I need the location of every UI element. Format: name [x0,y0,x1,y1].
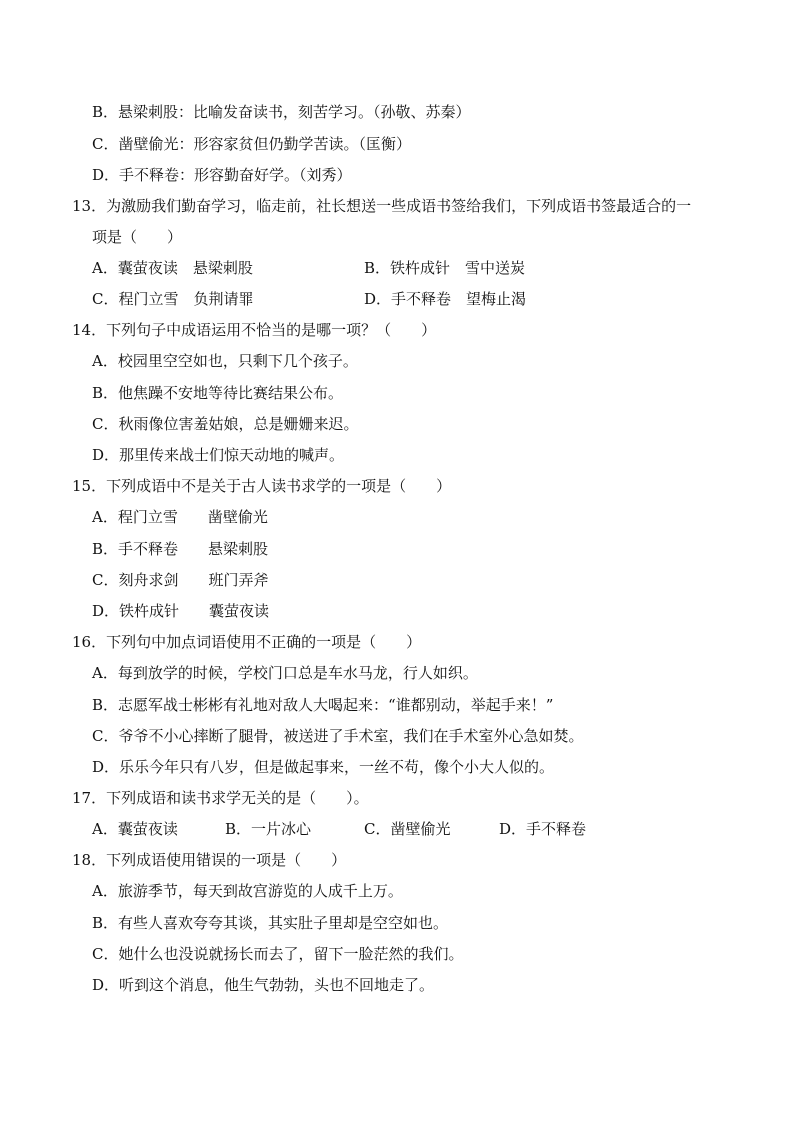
q17-stem: 17．下列成语和读书求学无关的是（ ）。 [72,789,369,807]
prev-option-c: C．凿壁偷光：形容家贫但仍勤学苦读。（匡衡） [92,135,411,153]
q17-options-row [92,819,652,839]
q17-option-b: B．一片冰心 [225,820,312,838]
q16-option-a: A．每到放学的时候，学校门口总是车水马龙，行人如织。 [92,664,478,682]
q13-option-c: C．程门立雪 负荆请罪 [92,290,254,308]
q15-option-c: C．刻舟求剑 班门弄斧 [92,571,269,589]
q14-option-a: A．校园里空空如也，只剩下几个孩子。 [92,352,358,370]
q14-option-b: B．他焦躁不安地等待比赛结果公布。 [92,384,344,402]
q16-option-d: D．乐乐今年只有八岁，但是做起事来，一丝不苟，像个小大人似的。 [92,758,555,776]
prev-option-b: B．悬梁刺股：比喻发奋读书，刻苦学习。（孙敬、苏秦） [92,103,471,121]
q13-stem-line1: 13．为激励我们勤奋学习，临走前，社长想送一些成语书签给我们，下列成语书签最适合的一 [72,197,692,215]
q14-option-c: C．秋雨像位害羞姑娘，总是姗姗来迟。 [92,415,359,433]
q13-option-d: D．手不释卷 望梅止渴 [364,290,527,308]
q17-option-d: D．手不释卷 [499,820,587,838]
q16-option-c: C．爷爷不小心摔断了腿骨，被送进了手术室，我们在手术室外心急如焚。 [92,727,584,745]
q18-option-d: D．听到这个消息，他生气勃勃，头也不回地走了。 [92,976,435,994]
q16-stem: 16．下列句中加点词语使用不正确的一项是（ ） [72,633,422,651]
q14-stem: 14．下列句子中成语运用不恰当的是哪一项？（ ） [72,321,437,339]
q17-option-c: C．凿壁偷光 [364,820,451,838]
q13-stem-line2: 项是（ ） [92,228,183,246]
q17-option-a: A．囊萤夜读 [92,820,178,838]
q15-stem: 15．下列成语中不是关于古人读书求学的一项是（ ） [72,477,452,495]
q15-option-a: A．程门立雪 凿壁偷光 [92,508,268,526]
q14-option-d: D．那里传来战士们惊天动地的喊声。 [92,446,345,464]
q18-option-c: C．她什么也没说就扬长而去了，留下一脸茫然的我们。 [92,945,464,963]
q16-option-b: B．志愿军战士彬彬有礼地对敌人大喝起来：“谁都别动，举起手来！” [92,696,554,714]
q18-option-a: A．旅游季节，每天到故宫游览的人成千上万。 [92,882,403,900]
q15-option-d: D．铁杵成针 囊萤夜读 [92,602,270,620]
prev-option-d: D．手不释卷：形容勤奋好学。（刘秀） [92,166,352,184]
q18-option-b: B．有些人喜欢夸夸其谈，其实肚子里却是空空如也。 [92,914,449,932]
q15-option-b: B．手不释卷 悬梁刺股 [92,540,269,558]
q13-option-a: A．囊萤夜读 悬梁刺股 [92,259,253,277]
q18-stem: 18．下列成语使用错误的一项是（ ） [72,851,347,869]
q13-option-b: B．铁杵成针 雪中送炭 [364,259,526,277]
